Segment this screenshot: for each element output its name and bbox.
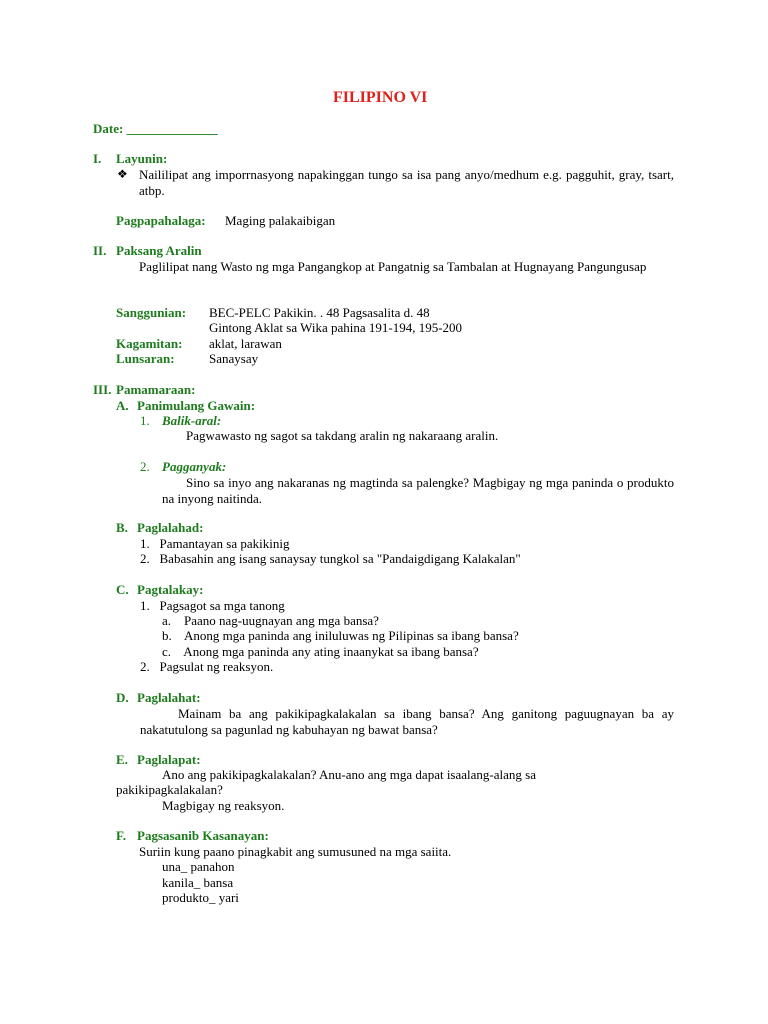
word-item-2: kanila_ bansa [162,875,234,890]
review-label: Balik-aral: [162,413,222,428]
section-2-number: II. [93,243,107,258]
motivation-label: Pagganyak: [162,459,227,474]
materials-label: Kagamitan: [116,336,183,351]
section-2-heading: Paksang Aralin [116,243,202,258]
part-a-letter: A. [116,398,129,413]
part-b-item-1: 1. Pamantayan sa pakikinig [140,536,290,551]
section-3-heading: Pamamaraan: [116,382,196,397]
part-c-item-1: 1. Pagsagot sa mga tanong [140,598,285,613]
application-line-3: Magbigay ng reaksyon. [162,798,285,813]
page-title: FILIPINO VI [333,89,428,106]
section-1-number: I. [93,151,102,166]
review-text: Pagwawasto ng sagot sa takdang aralin ng nakaraang aralin. [186,428,499,443]
reference-1: BEC-PELC Pakikin. . 48 Pagsasalita d. 48 [209,305,430,320]
topic-text: Paglilipat nang Wasto ng mga Pangangkop at Pangatnig sa Tambalan at Hugnayang Pangungusap [139,259,647,274]
objective-text: Naililipat ang imporrnasyong napakinggan tungo sa isa pang anyo/medhum e.g. pagguhit, gray, tsart, atbp. [139,167,674,198]
motivation-text: Sino sa inyo ang nakaranas ng magtinda sa palengke? Magbigay ng mga paninda o produkto na inyong naitinda. [162,475,674,506]
part-e-heading: Paglalapat: [137,752,201,767]
materials-text: aklat, larawan [209,336,282,351]
part-e-letter: E. [116,752,128,767]
part-b-heading: Paglalahad: [137,520,204,535]
integration-intro: Suriin kung paano pinagkabit ang sumusuned na mga saiita. [139,844,452,859]
springboard-label: Lunsaran: [116,351,175,366]
section-1-heading: Layunin: [116,151,168,166]
part-c-letter: C. [116,582,129,597]
part-d-heading: Paglalahat: [137,690,201,705]
part-f-heading: Pagsasanib Kasanayan: [137,828,269,843]
generalization-text: Mainam ba ang pakikipagkalakalan sa ibang bansa? Ang ganitong paguugnayan ba ay nakatutulong sa pagunlad ng kabuhayan ng bawat bansa? [140,706,674,737]
word-item-3: produkto_ yari [162,890,239,905]
values-text: Maging palakaibigan [225,213,336,228]
section-3-number: III. [93,382,112,397]
date-field: Date: ______________ [93,121,218,136]
part-c-heading: Pagtalakay: [137,582,204,597]
application-line-1: Ano ang pakikipagkalakalan? Anu-ano ang mga dapat isaalang-alang sa [162,767,536,782]
part-a-item-2-number: 2. [140,459,150,474]
part-b-item-2: 2. Babasahin ang isang sanaysay tungkol sa "Pandaigdigang Kalakalan" [140,551,521,566]
reference-2: Gintong Aklat sa Wika pahina 191-194, 195-200 [209,320,463,335]
bullet-icon: ❖ [117,167,128,181]
part-b-letter: B. [116,520,128,535]
question-c: c. Anong mga paninda any ating inaanykat sa ibang bansa? [162,644,479,659]
part-d-letter: D. [116,690,129,705]
part-f-letter: F. [116,828,126,843]
part-a-item-1-number: 1. [140,413,150,428]
values-label: Pagpapahalaga: [116,213,206,228]
part-c-item-2: 2. Pagsulat ng reaksyon. [140,659,274,674]
springboard-text: Sanaysay [209,351,259,366]
word-item-1: una_ panahon [162,859,235,874]
part-a-heading: Panimulang Gawain: [137,398,256,413]
application-line-2: pakikipagkalakalan? [116,782,223,797]
question-a: a. Paano nag-uugnayan ang mga bansa? [162,613,379,628]
references-label: Sanggunian: [116,305,187,320]
question-b: b. Anong mga paninda ang iniluluwas ng Pilipinas sa ibang bansa? [162,628,519,643]
